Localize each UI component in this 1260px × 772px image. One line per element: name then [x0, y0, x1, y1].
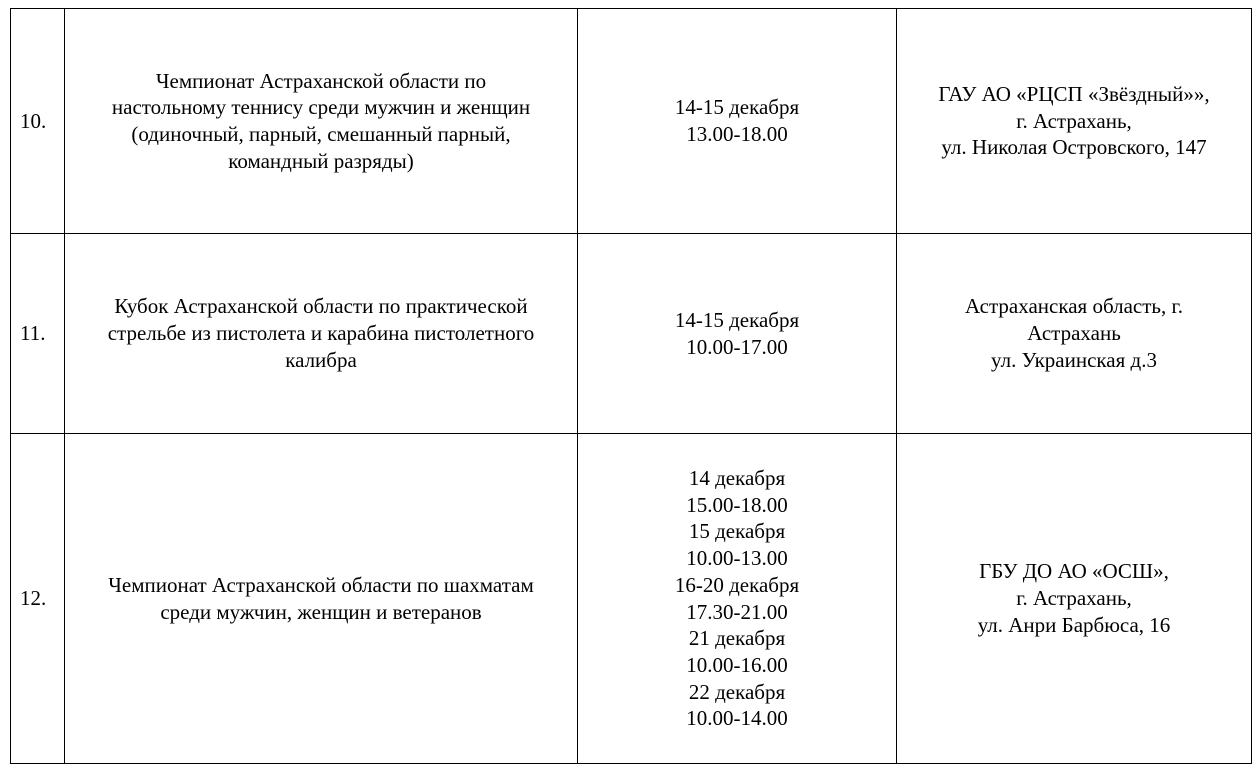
venue-line: Астраханская область, г. — [965, 294, 1183, 319]
event-venue-cell — [897, 9, 1252, 234]
event-venue-cell — [897, 434, 1252, 764]
schedule-line: 13.00-18.00 — [686, 122, 788, 146]
venue-line: ул. Украинская д.3 — [991, 347, 1157, 372]
event-name-line: Кубок Астраханской области по практической — [114, 294, 528, 319]
schedule-line: 15 декабря — [688, 519, 786, 544]
schedule-line: 14-15 декабря — [674, 95, 800, 120]
schedule-line: 14-15 декабря — [674, 307, 800, 332]
venue-line: г. Астрахань, — [1016, 108, 1132, 133]
event-schedule-cell — [578, 9, 897, 234]
row-number: 11. — [20, 321, 46, 346]
events-table — [10, 8, 1252, 764]
venue-line: ул. Анри Барбюса, 16 — [977, 612, 1171, 637]
row-number-cell — [11, 9, 65, 234]
event-name-cell — [65, 234, 578, 434]
schedule-line: 16-20 декабря — [674, 572, 800, 597]
event-name-cell — [65, 9, 578, 234]
row-number: 10. — [20, 108, 47, 133]
schedule-line: 10.00-17.00 — [686, 334, 788, 359]
event-schedule-cell — [578, 434, 897, 764]
schedule-line: 10.00-14.00 — [686, 706, 788, 731]
schedule-line: 10.00-13.00 — [686, 546, 788, 571]
event-name-line: калибра — [285, 347, 357, 372]
event-name-line: стрельбе из пистолета и карабина пистолетного — [107, 321, 535, 346]
table-row — [11, 434, 1252, 764]
row-number-cell — [11, 434, 65, 764]
event-name-line: среди мужчин, женщин и ветеранов — [160, 599, 482, 624]
schedule-line: 15.00-18.00 — [686, 492, 788, 517]
schedule-line: 14 декабря — [688, 465, 786, 490]
venue-line: Астрахань — [1027, 321, 1121, 346]
event-name-line: Чемпионат Астраханской области по шахматам — [108, 572, 534, 597]
venue-line: ГБУ ДО АО «ОСШ», — [979, 559, 1169, 584]
row-number-cell — [11, 234, 65, 434]
event-schedule-cell — [578, 234, 897, 434]
table-row — [11, 9, 1252, 234]
event-name-line: настольному теннису среди мужчин и женщин — [111, 95, 531, 120]
schedule-line: 17.30-21.00 — [686, 599, 788, 624]
table-row — [11, 234, 1252, 434]
event-name-cell — [65, 434, 578, 764]
schedule-line: 10.00-16.00 — [686, 652, 788, 677]
schedule-line: 22 декабря — [688, 679, 786, 704]
venue-line: г. Астрахань, — [1016, 586, 1132, 611]
venue-line: ул. Николая Островского, 147 — [941, 135, 1207, 160]
schedule-line: 21 декабря — [688, 626, 786, 651]
event-name-line: (одиночный, парный, смешанный парный, — [131, 122, 511, 146]
event-venue-cell — [897, 234, 1252, 434]
row-number: 12. — [20, 586, 47, 611]
event-name-line: командный разряды) — [228, 148, 414, 173]
event-name-line: Чемпионат Астраханской области по — [155, 68, 487, 93]
venue-line: ГАУ АО «РЦСП «Звёздный»», — [938, 81, 1210, 106]
